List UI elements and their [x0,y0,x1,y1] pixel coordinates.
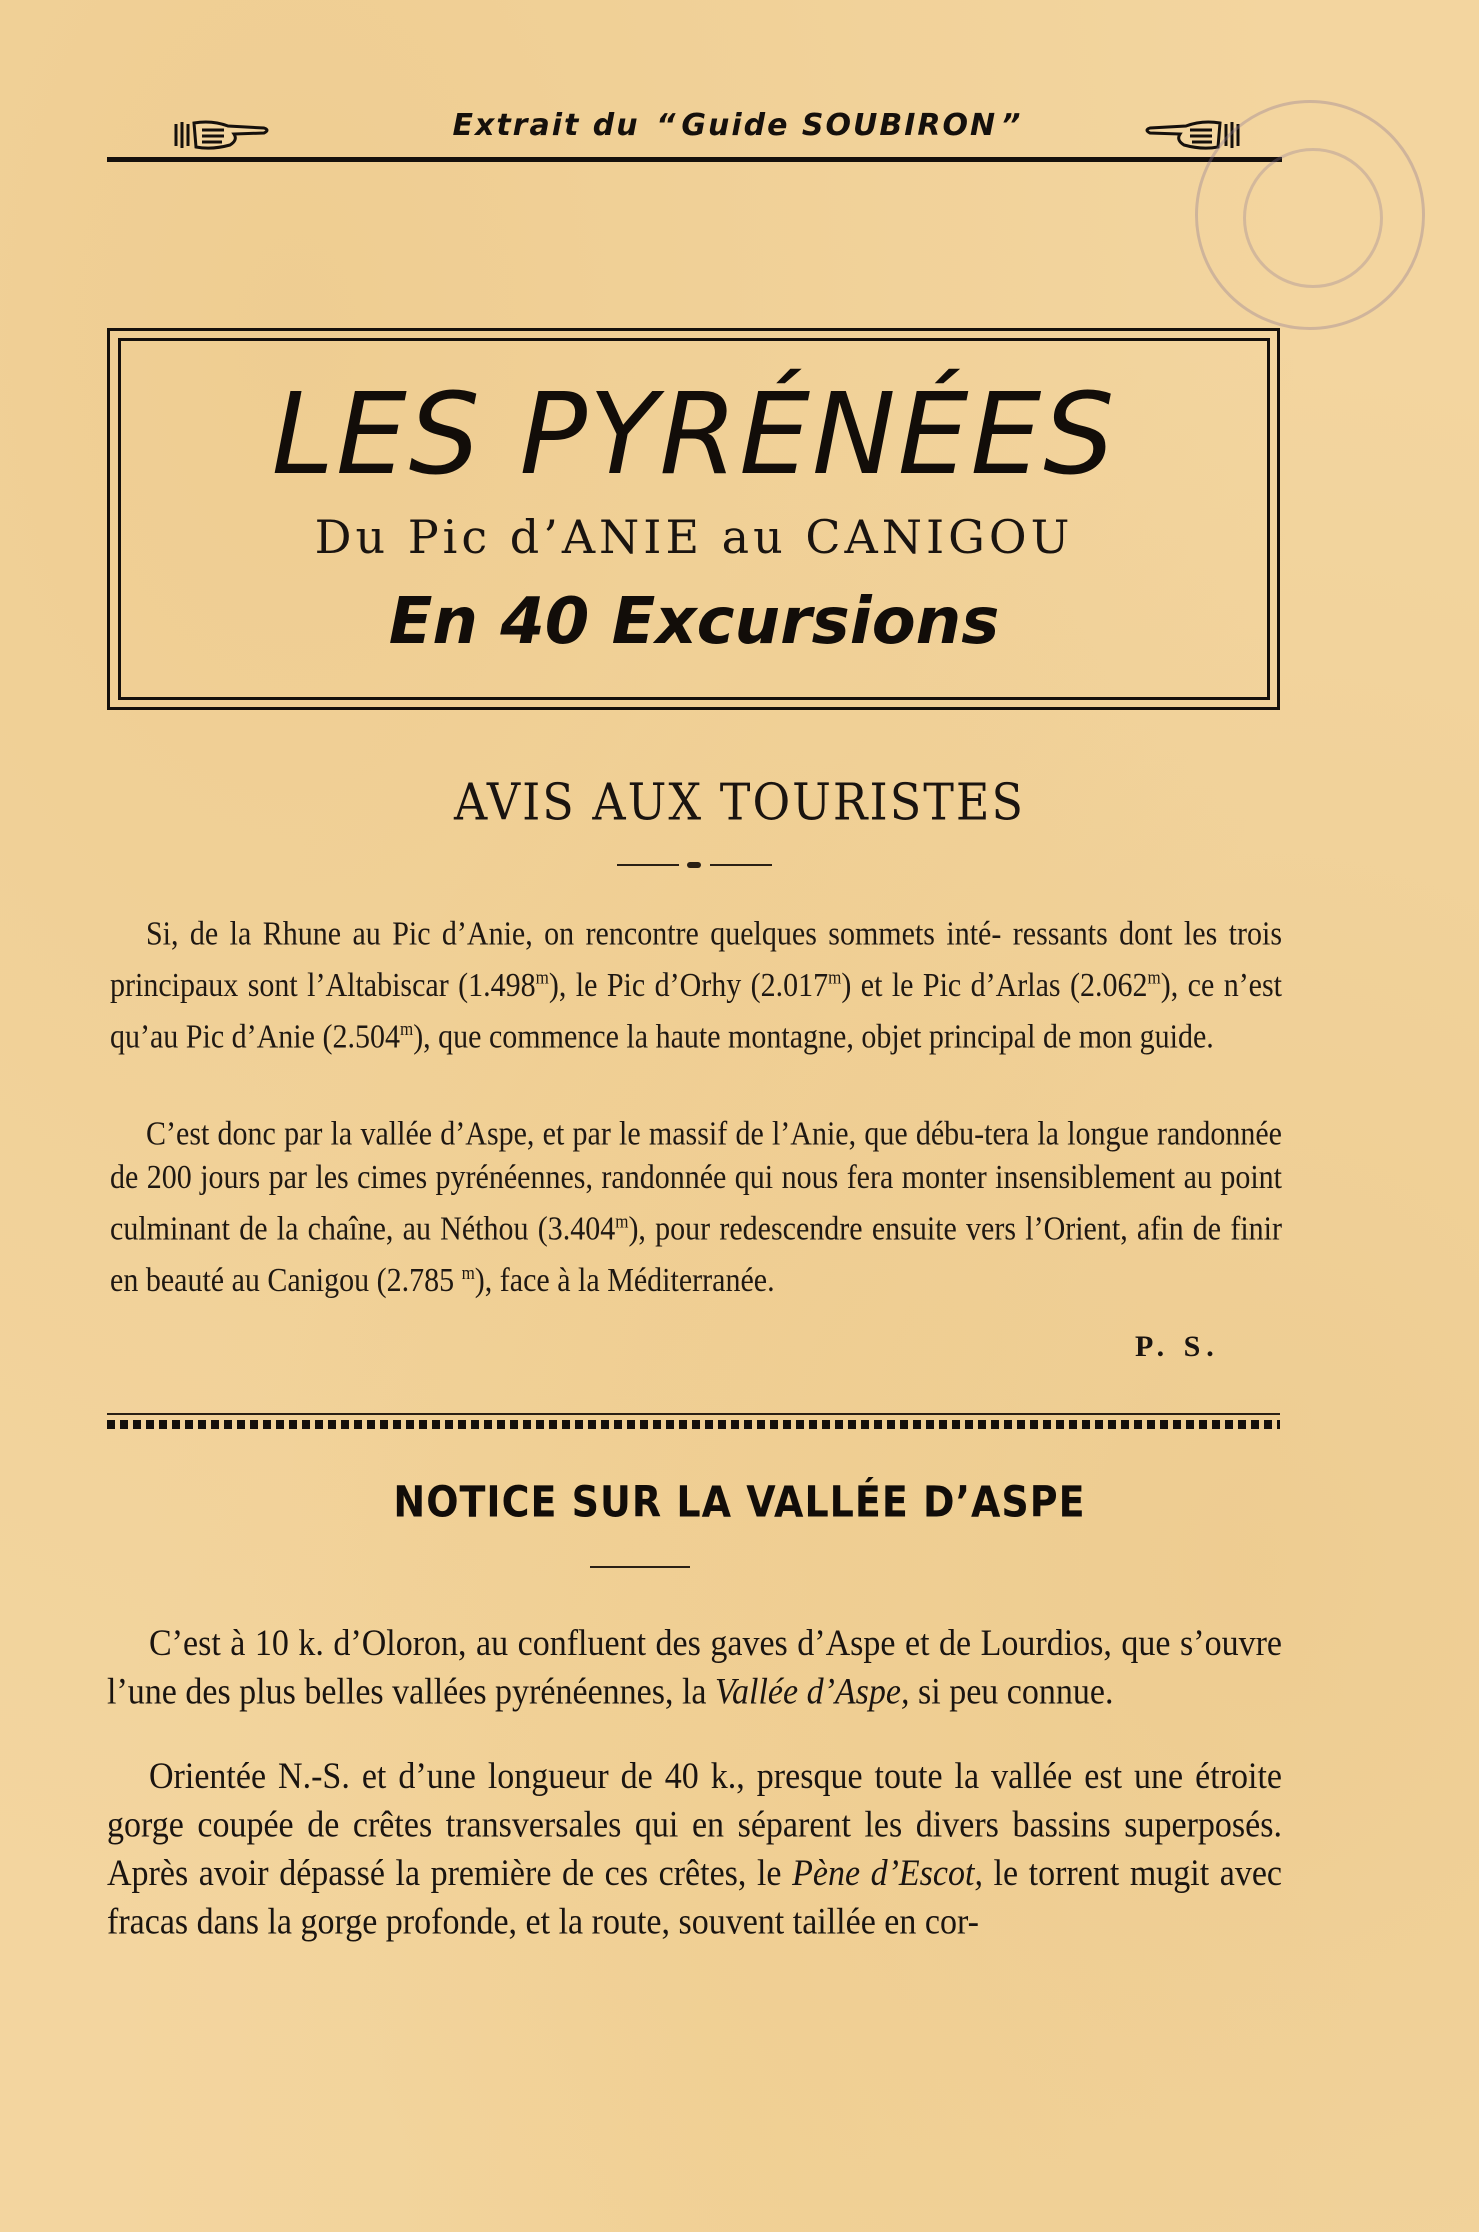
header-rule [107,157,1282,162]
page-title: LES PYRÉNÉES [271,370,1117,500]
quote-open: “ [656,108,678,143]
ink-stamp-icon [1195,100,1425,330]
guide-name: Guide SOUBIRON [681,108,998,143]
avis-paragraph-1: Si, de la Rhune au Pic d’Anie, on rencontre quelques sommets inté- ressants dont les trois principaux sont l’Altabiscar (1.498$^m$), le Pic d’Orhy (2.017$^m$) et le Pic d’Arlas (2.062$^m$), ce n’est qu’au Pic d’Anie (2.504$^m$), que commence la haute montagne, objet principal de mon guide. [110,915,1283,1056]
heading-underline [590,1566,690,1568]
page-subtitle: Du Pic d’ANIE au CANIGOU [314,510,1074,564]
quote-close: ” [1001,108,1023,143]
header-prefix: Extrait du [452,108,640,143]
section-divider-dotted [107,1420,1280,1429]
page-tagline: En 40 Excursions [388,585,1000,659]
divider-ornament-icon [617,862,772,868]
signature: P. S. [1135,1330,1220,1363]
avis-paragraph-2: C’est donc par la vallée d’Aspe, et par le massif de l’Anie, que débu-tera la longue randonnée de 200 jours par les cimes pyrénéennes, randonnée qui nous fera monter insensiblement au point culminant de la chaîne, au Néthou (3.404$^m$), pour redescendre ensuite vers l’Orient, afin de finir en beauté au Canigou (2.785 $^m$), face à la Méditerranée. [110,1115,1282,1300]
section-heading-avis: AVIS AUX TOURISTES [453,772,1026,832]
section-divider-thin [107,1413,1280,1415]
notice-paragraph-2: Orientée N.-S. et d’une longueur de 40 k., presque toute la vallée est une étroite gorge coupée de crêtes transversales qui en séparent les divers bassins superposés. Après avoir dépassé la première de ces crêtes, le Pène d’Escot, le torrent mugit avec fracas dans la gorge profonde, et la route, souvent taillée en cor- [107,1756,1283,1943]
section-heading-notice: NOTICE SUR LA VALLÉE D’ASPE [393,1477,1086,1527]
notice-paragraph-1: C’est à 10 k. d’Oloron, au confluent des gaves d’Aspe et de Lourdios, que s’ouvre l’une des plus belles vallées pyrénéennes, la Vallée d’Aspe, si peu connue. [107,1623,1282,1713]
